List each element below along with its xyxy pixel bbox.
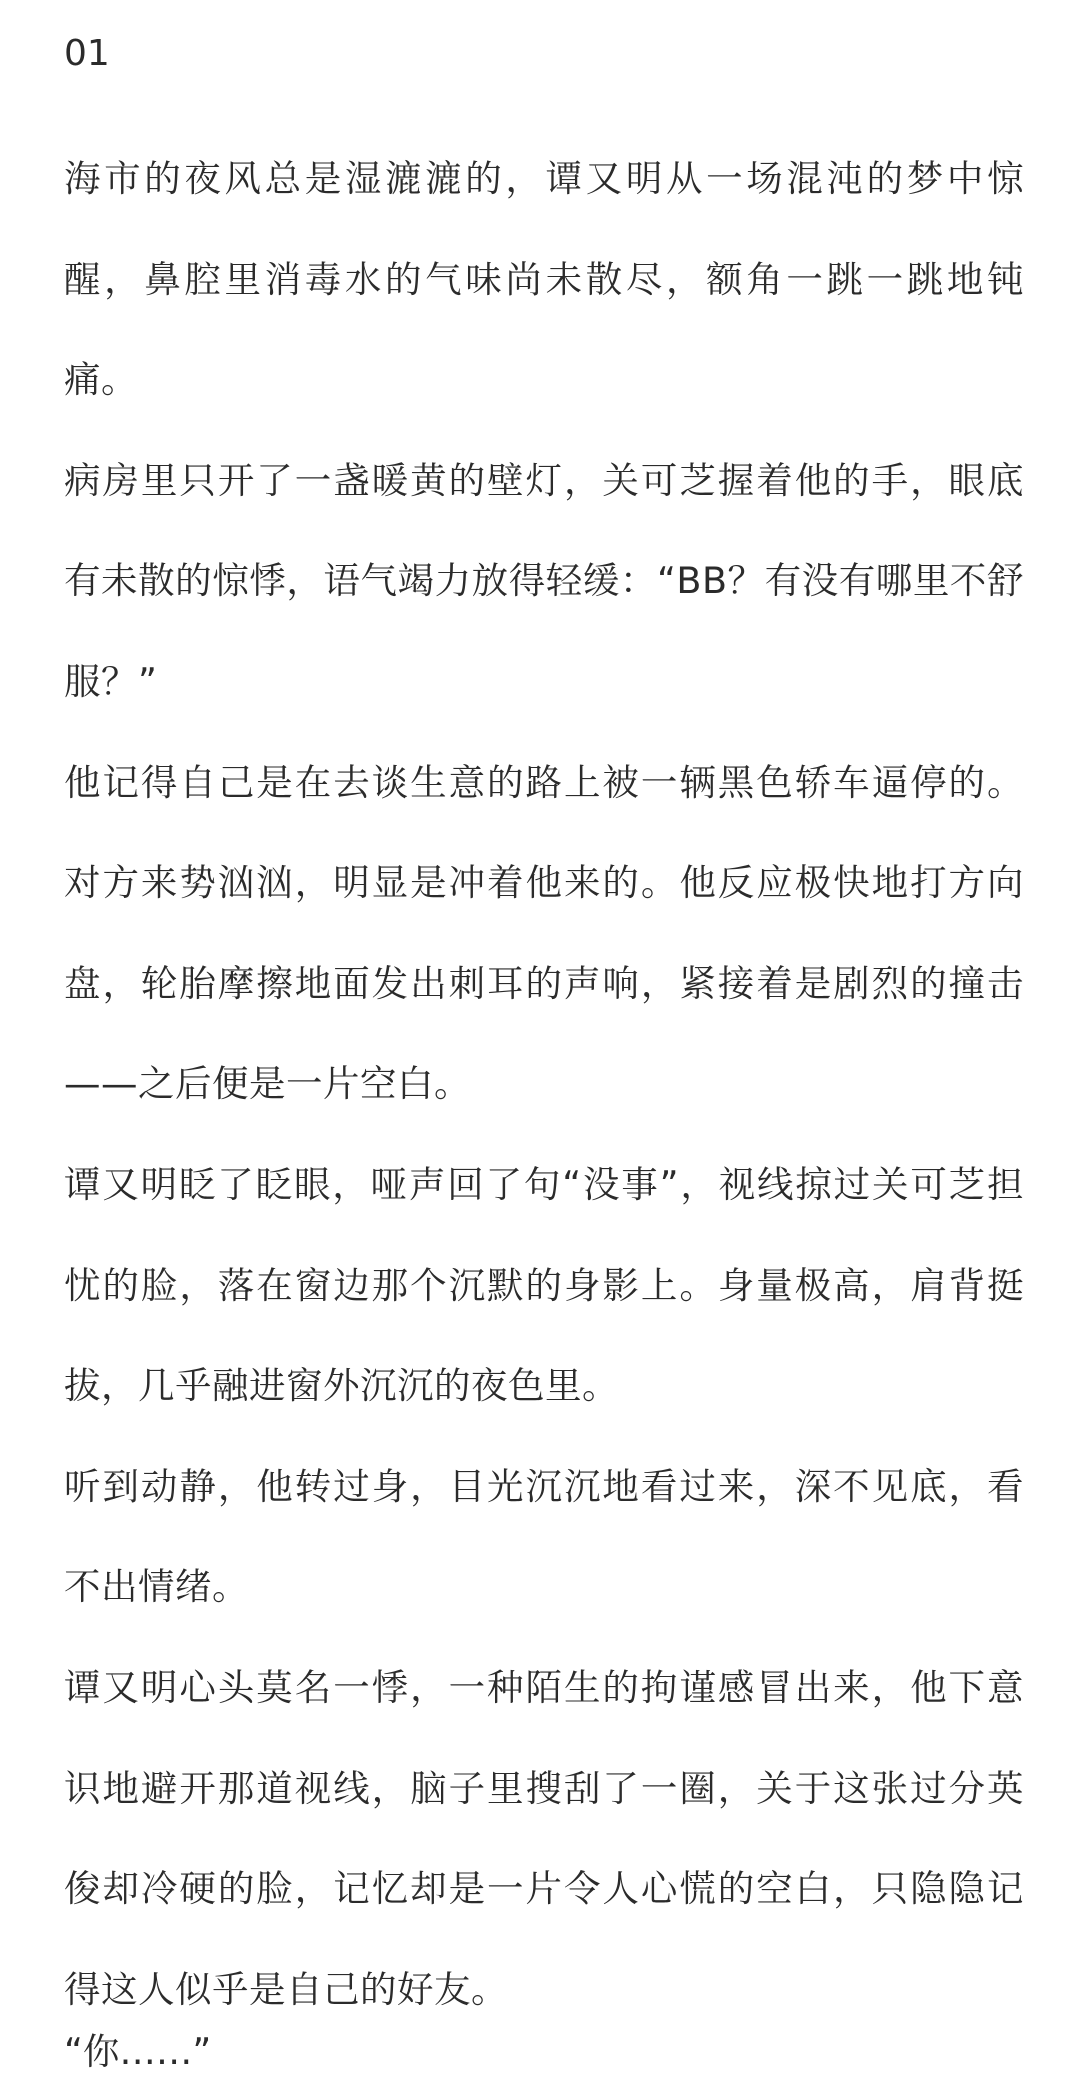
paragraph: 他记得自己是在去谈生意的路上被一辆黑色轿车逼停的。对方来势汹汹，明显是冲着他来的。他反应极快地打方向盘，轮胎摩擦地面发出刺耳的声响，紧接着是剧烈的撞击——之后便是一片空白。 <box>64 760 1024 1106</box>
paragraph: 病房里只开了一盏暖黄的壁灯，关可芝握着他的手，眼底有未散的惊悸，语气竭力放得轻缓：“BB？有没有哪里不舒服？” <box>64 458 1024 703</box>
paragraph: 听到动静，他转过身，目光沉沉地看过来，深不见底，看不出情绪。 <box>64 1464 1024 1609</box>
paragraph-list <box>64 129 1024 2040</box>
cut-off-paragraph: “你……” <box>64 2030 212 2073</box>
article <box>64 0 1024 2040</box>
chapter-heading: 01 <box>64 33 110 74</box>
paragraph: 谭又明心头莫名一悸，一种陌生的拘谨感冒出来，他下意识地避开那道视线，脑子里搜刮了一圈，关于这张过分英俊却冷硬的脸，记忆却是一片令人心慌的空白，只隐隐记得这人似乎是自己的好友。 <box>64 1665 1024 2011</box>
paragraph: 海市的夜风总是湿漉漉的，谭又明从一场混沌的梦中惊醒，鼻腔里消毒水的气味尚未散尽，额角一跳一跳地钝痛。 <box>64 157 1024 402</box>
paragraph: 谭又明眨了眨眼，哑声回了句“没事”，视线掠过关可芝担忧的脸，落在窗边那个沉默的身影上。身量极高，肩背挺拔，几乎融进窗外沉沉的夜色里。 <box>64 1162 1024 1408</box>
